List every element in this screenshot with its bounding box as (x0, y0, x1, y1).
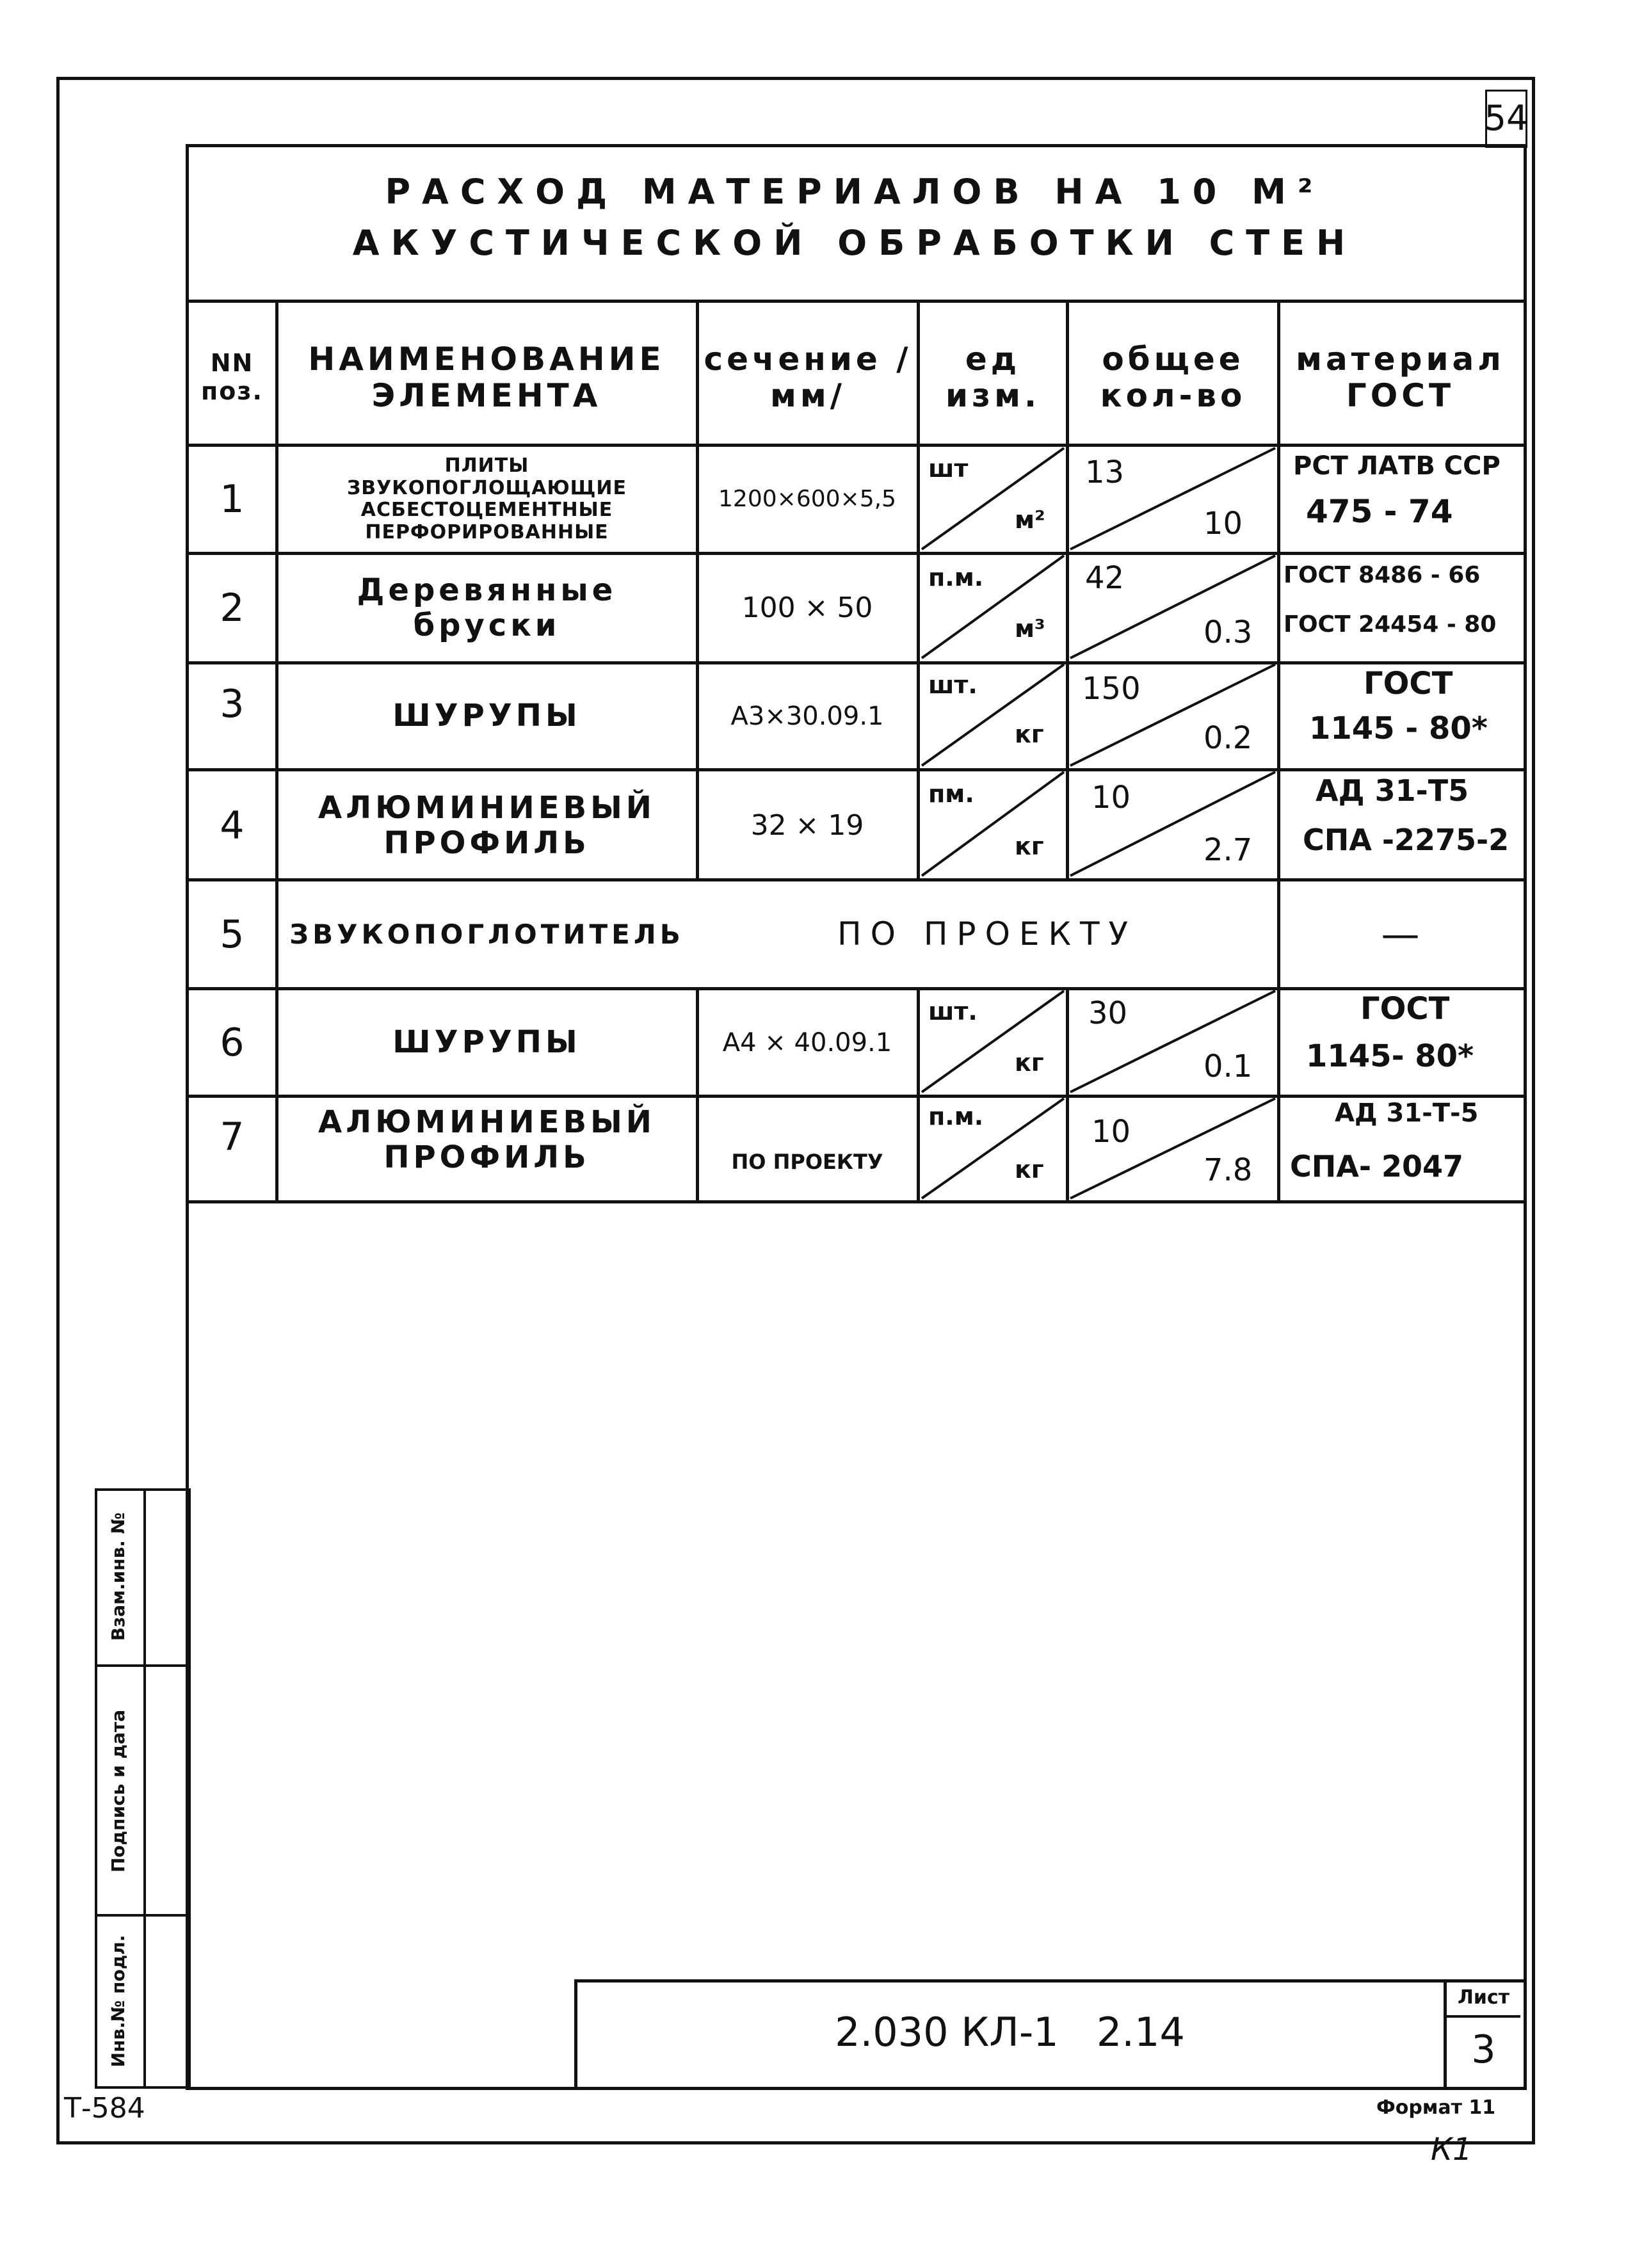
header-material: материал ГОСТ (1296, 340, 1505, 414)
row-2-unit-bottom: м³ (1015, 615, 1045, 643)
row-3-qty-bottom: 0.2 (1203, 720, 1253, 756)
row-3-name: ШУРУПЫ (392, 698, 581, 734)
footer-format: Формат 11 (1376, 2096, 1496, 2119)
row-2-material-1: ГОСТ 8486 - 66 (1284, 562, 1481, 588)
sheet-number: 3 (1471, 2027, 1496, 2072)
row-4-qty-top: 10 (1091, 780, 1131, 816)
row-1-unit-top: шт (928, 454, 969, 483)
row-1-material-2: 475 - 74 (1306, 493, 1453, 530)
row-2-section: 100 × 50 (741, 591, 873, 624)
row-1-qty-top: 13 (1085, 454, 1125, 490)
side-stamp-row-2 (95, 1914, 188, 1917)
row-3-section: А3×30.09.1 (730, 702, 884, 731)
row-5-pos: 5 (220, 912, 245, 957)
header-name: НАИМЕНОВАНИЕ ЭЛЕМЕНТА (308, 340, 665, 414)
row-2-name: Деревянные бруски (357, 572, 617, 643)
row-7-qty-top: 10 (1091, 1114, 1131, 1150)
sheet-label: Лист (1457, 1986, 1510, 2009)
row-3-qty-top: 150 (1082, 671, 1141, 707)
footer-initials: К1 (1431, 2132, 1472, 2167)
row-7-material-2: СПА- 2047 (1290, 1149, 1463, 1184)
row-3-unit-top: шт. (928, 671, 978, 699)
row-1-material-1: РСТ ЛАТВ ССР (1293, 451, 1501, 481)
row-3-unit-bottom: кг (1015, 720, 1044, 748)
header-pos: NN поз. (201, 349, 263, 405)
row-4-pos: 4 (220, 803, 245, 848)
drawing-code: 2.030 КЛ-1 2.14 (835, 2009, 1185, 2056)
row-6-section: А4 × 40.09.1 (722, 1028, 892, 1058)
row-7-material-1: АД 31-Т-5 (1335, 1098, 1479, 1128)
row-4-material-2: СПА -2275-2 (1303, 823, 1509, 857)
row-6-pos: 6 (220, 1020, 245, 1065)
row-6-qty-top: 30 (1088, 995, 1128, 1031)
row-6-unit-bottom: кг (1015, 1049, 1044, 1077)
row-7-unit-top: п.м. (928, 1102, 984, 1130)
row-3-material-1: ГОСТ (1364, 666, 1453, 702)
row-7-name: АЛЮМИНИЕВЫЙ ПРОФИЛЬ (318, 1104, 656, 1175)
row-4-material-1: АД 31-Т5 (1316, 773, 1469, 808)
row-3-pos: 3 (220, 681, 245, 727)
row-5-section-span: ПО ПРОЕКТУ (837, 915, 1138, 953)
side-label-inv-replace: Взам.инв. № (108, 1512, 129, 1641)
row-6-unit-top: шт. (928, 997, 978, 1025)
row-2-unit-top: п.м. (928, 563, 984, 591)
footer-left-code: Т-584 (64, 2092, 145, 2125)
side-label-inv-orig: Инв.№ подл. (108, 1934, 129, 2068)
header-section: сечение /мм/ (704, 340, 912, 414)
header-unit: ед изм. (946, 340, 1040, 414)
title-line-2: АКУСТИЧЕСКОЙ ОБРАБОТКИ СТЕН (352, 222, 1357, 263)
header-qty: общее кол-во (1100, 340, 1246, 414)
row-5-name: ЗВУКОПОГЛОТИТЕЛЬ (289, 918, 684, 950)
row-6-material-1: ГОСТ (1360, 991, 1450, 1027)
row-6-qty-bottom: 0.1 (1203, 1049, 1253, 1084)
title-line-1: РАСХОД МАТЕРИАЛОВ НА 10 М² (385, 171, 1324, 212)
sheet-number-top: 54 (1484, 97, 1529, 138)
row-6-material-2: 1145- 80* (1306, 1038, 1474, 1074)
row-1-qty-bottom: 10 (1203, 506, 1243, 542)
row-4-unit-top: пм. (928, 780, 974, 808)
row-4-name: АЛЮМИНИЕВЫЙ ПРОФИЛЬ (318, 789, 656, 861)
row-3-material-2: 1145 - 80* (1309, 711, 1488, 746)
side-label-sign-date: Подпись и дата (108, 1709, 129, 1873)
row-1-name: ПЛИТЫ ЗВУКОПОГЛОЩАЮЩИЕ АСБЕСТОЦЕМЕНТНЫЕ ПЕРФОРИРОВАННЫЕ (346, 454, 627, 543)
side-stamp-divider (143, 1488, 146, 2087)
row-7-pos: 7 (220, 1114, 245, 1159)
row-7-unit-bottom: кг (1015, 1155, 1044, 1184)
row-7-section: ПО ПРОЕКТУ (731, 1149, 883, 1174)
row-7-qty-bottom: 7.8 (1203, 1152, 1253, 1188)
row-1-unit-bottom: м² (1015, 506, 1045, 534)
row-2-pos: 2 (220, 585, 245, 631)
row-4-qty-bottom: 2.7 (1203, 832, 1253, 868)
row-4-section: 32 × 19 (750, 808, 864, 842)
row-2-qty-top: 42 (1085, 560, 1125, 596)
row-5-material: — (1381, 912, 1420, 957)
row-1-section: 1200×600×5,5 (718, 486, 896, 513)
row-2-qty-bottom: 0.3 (1203, 615, 1253, 650)
row-6-name: ШУРУПЫ (392, 1024, 581, 1061)
row-1-pos: 1 (220, 476, 245, 522)
row-2-material-2: ГОСТ 24454 - 80 (1284, 611, 1497, 638)
row-4-unit-bottom: кг (1015, 832, 1044, 860)
